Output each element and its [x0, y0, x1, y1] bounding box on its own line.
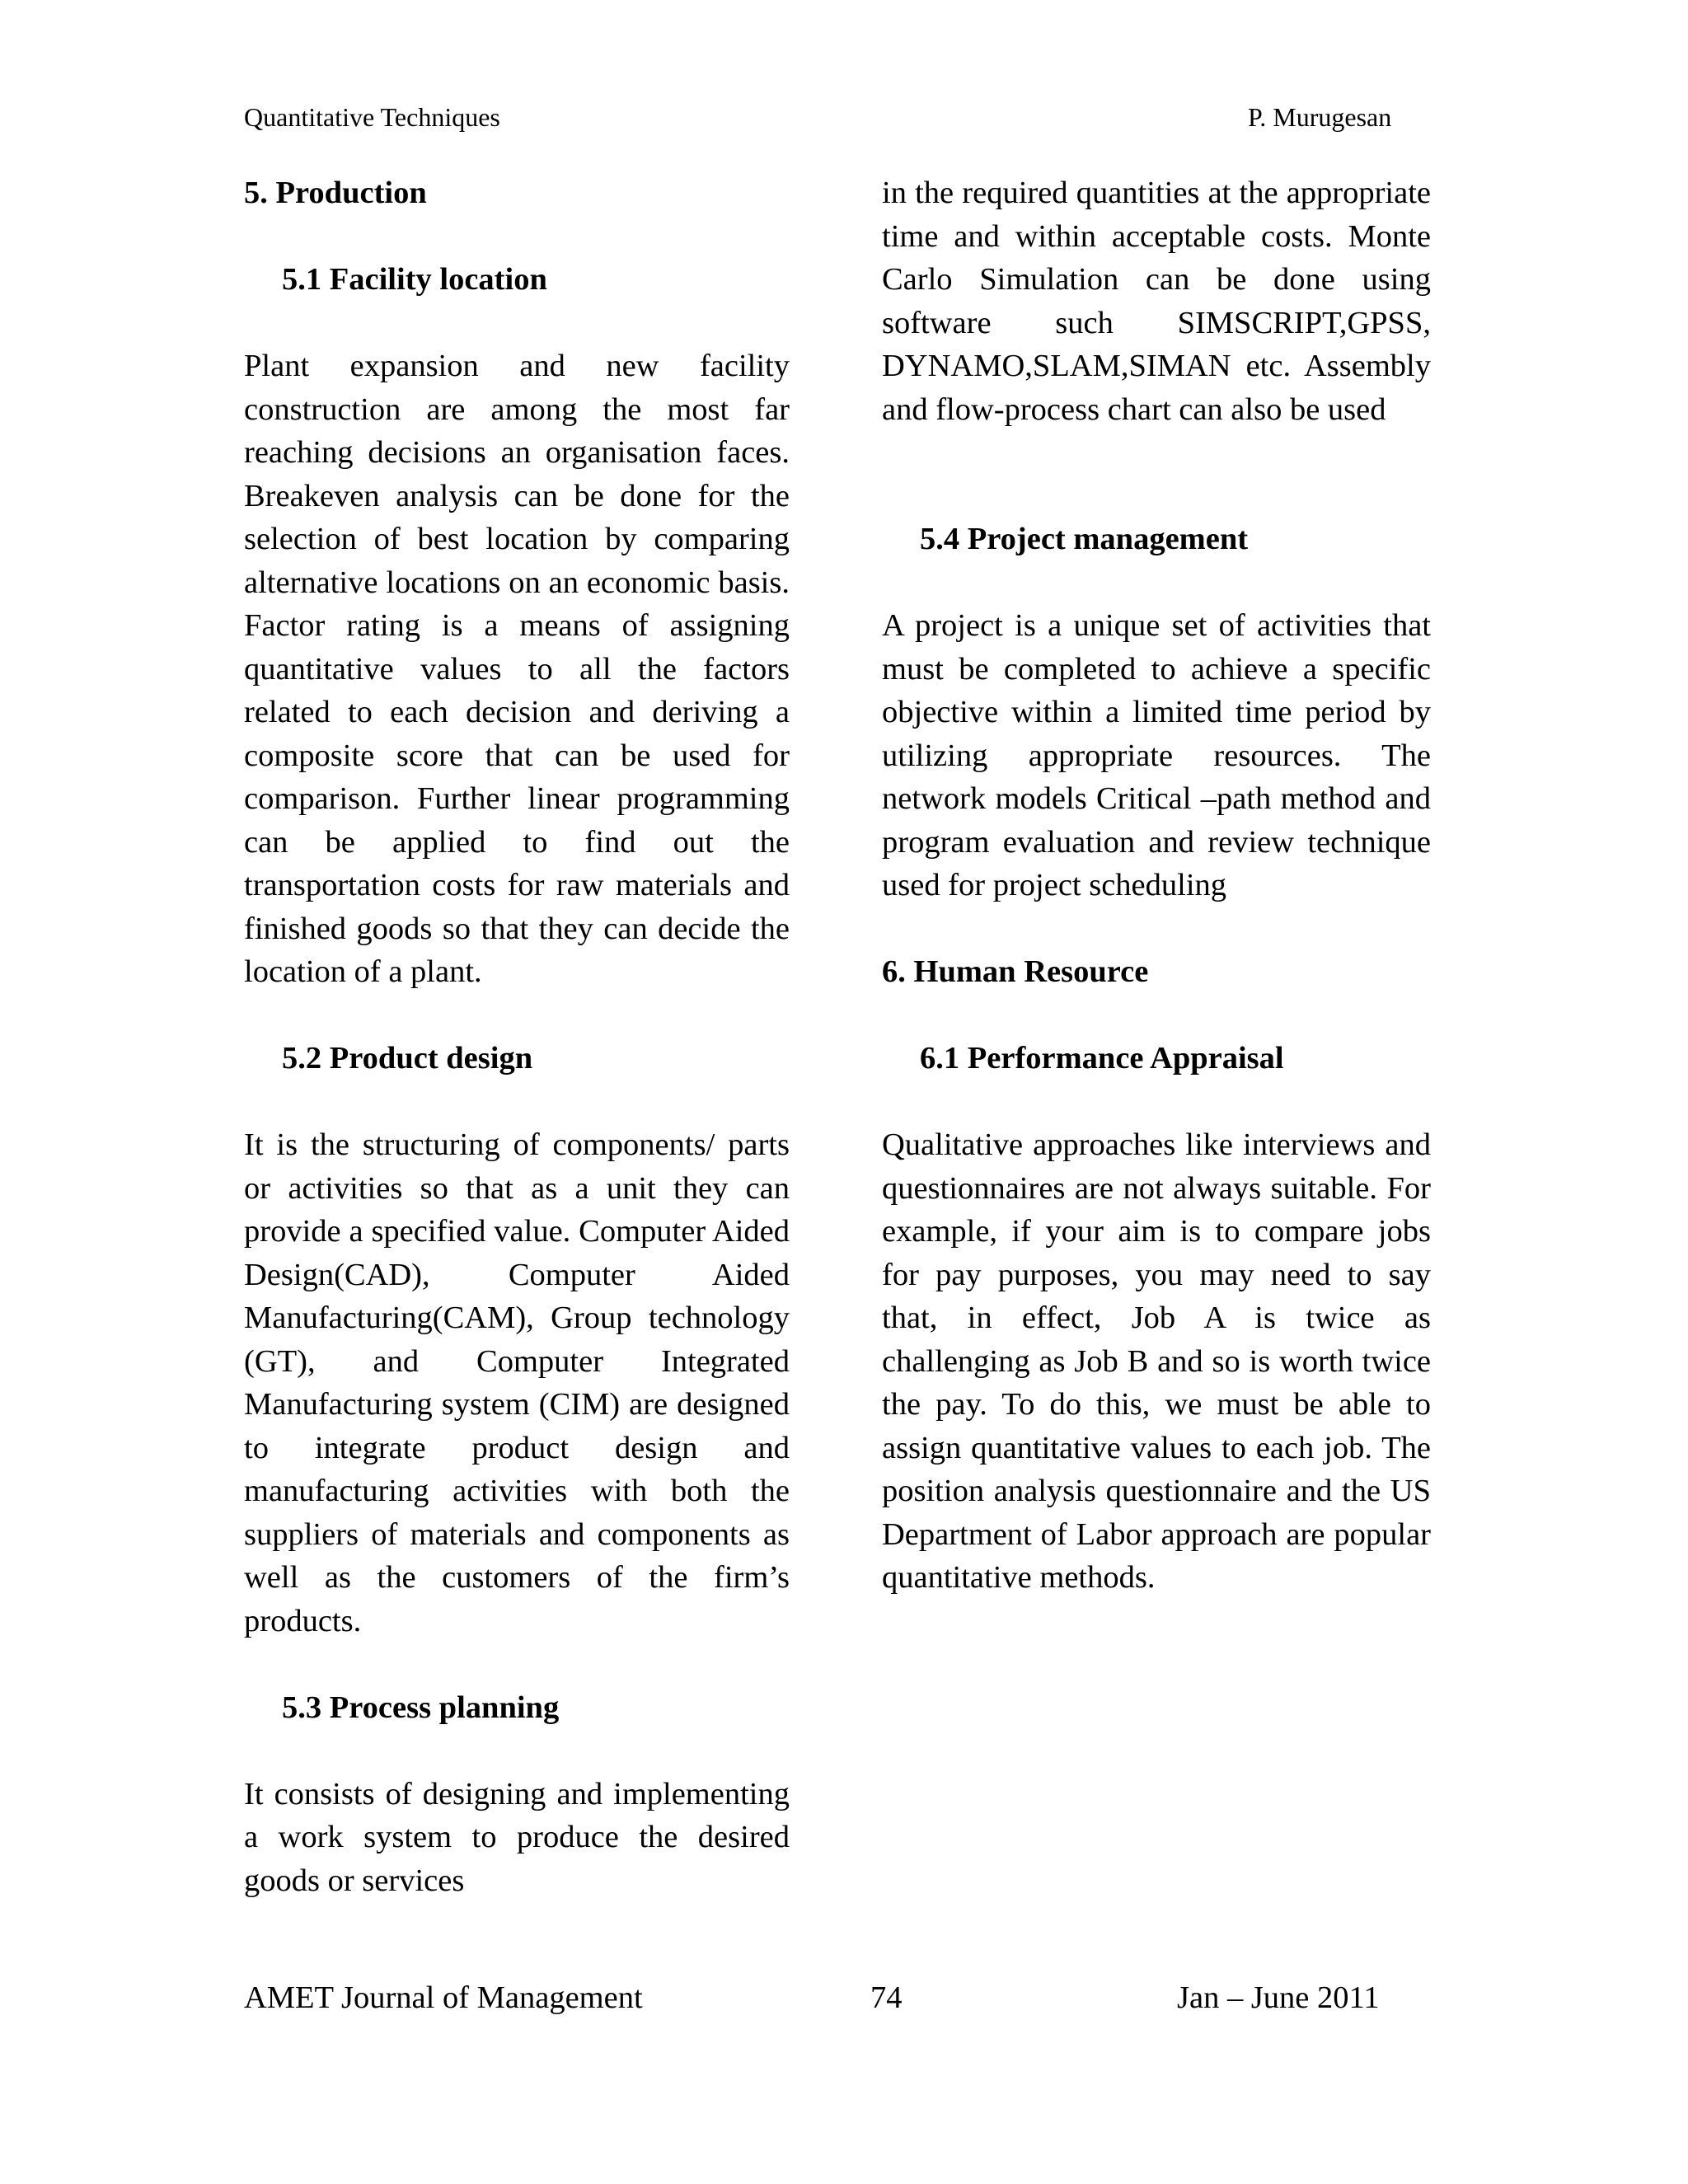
- subsection-heading-project-management: 5.4 Project management: [920, 522, 1249, 556]
- paragraph-product-design: It is the structuring of components/ parts or activities so that as a unit they can provide a specified value. Computer Aided Design(CAD), Computer Aided Manufacturing(CAM), Group technology (GT), and Computer Integrated Manufacturing system (CIM) are designed to integrate product design and manufacturing activities with both the suppliers of materials and components as well as the customers of the firm’s products.: [244, 1127, 790, 1638]
- paragraph-project-management: A project is a unique set of activities that must be completed to achieve a specific objective within a limited time period by utilizing appropriate resources. The network models Critical –path method and program evaluation and review technique used for project scheduling: [882, 608, 1431, 902]
- running-head-title: Quantitative Techniques: [244, 102, 500, 132]
- paragraph-facility-location: Plant expansion and new facility construction are among the most far reaching decisions an organisation faces. Breakeven analysis can be done for the selection of best location by comparing alternative locations on an economic basis. Factor rating is a means of assigning quantitative values to all the factors related to each decision and deriving a composite score that can be used for comparison. Further linear programming can be applied to find out the transportation costs for raw materials and finished goods so that they can decide the location of a plant.: [244, 349, 790, 989]
- section-heading-human-resource: 6. Human Resource: [882, 954, 1149, 989]
- subsection-heading-facility-location: 5.1 Facility location: [282, 262, 547, 297]
- paragraph-process-planning: It consists of designing and implementing a work system to produce the desired goods or services: [244, 1776, 790, 1898]
- subsection-heading-product-design: 5.2 Product design: [282, 1041, 533, 1076]
- right-column: [882, 171, 1431, 1600]
- subsection-heading-performance-appraisal: 6.1 Performance Appraisal: [920, 1041, 1284, 1076]
- paragraph-performance-appraisal: Qualitative approaches like interviews and questionnaires are not always suitable. For example, if your aim is to compare jobs for pay purposes, you may need to say that, in effect, Job A is twice as challenging as Job B and so is worth twice the pay. To do this, we must be able to assign quantitative values to each job. The position analysis questionnaire and the US Department of Labor approach are popular quantitative methods.: [882, 1127, 1431, 1595]
- footer-journal-name: AMET Journal of Management: [244, 1980, 643, 2015]
- paragraph-process-planning-continued: in the required quantities at the appropriate time and within acceptable costs. Monte Carlo Simulation can be done using software such SIMSCRIPT,GPSS, DYNAMO,SLAM,SIMAN etc. Assembly and flow-process chart can also be used: [882, 176, 1431, 427]
- running-head-author: P. Murugesan: [1248, 102, 1392, 132]
- subsection-heading-process-planning: 5.3 Process planning: [282, 1690, 560, 1725]
- footer-issue-date: Jan – June 2011: [1177, 1980, 1380, 2015]
- footer-page-number: 74: [870, 1980, 903, 2015]
- section-heading-production: 5. Production: [244, 176, 427, 210]
- left-column: [244, 171, 790, 1902]
